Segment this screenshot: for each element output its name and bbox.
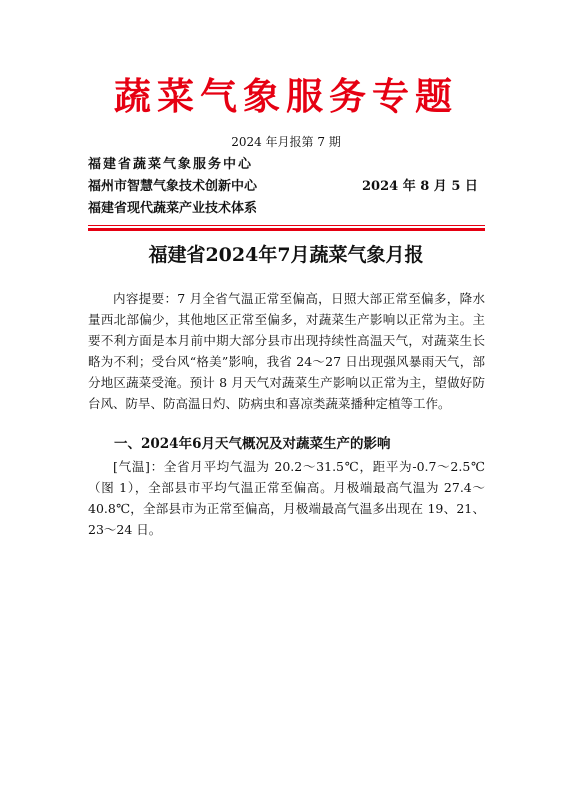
masthead-title: 蔬菜气象服务专题 bbox=[114, 74, 458, 118]
abstract-paragraph: 内容提要：7 月全省气温正常至偏高，日照大部正常至偏多，降水量西北部偏少，其他地区正常至偏多，对蔬菜生产影响以正常为主。主要不利方面是本月前中期大部分县市出现持续性高温天气，对蔬菜生长略为不利；受台风“格美”影响，我省 24～27 日出现强风暴雨天气，部分地区蔬菜受淹。预计 8 月天气对蔬菜生产影响以正常为主，望做好防台风、防旱、防高温日灼、防病虫和喜凉类蔬菜播种定植等工作。 bbox=[88, 291, 485, 411]
section-heading: 一、2024年6月天气概况及对蔬菜生产的影响 bbox=[114, 436, 391, 452]
temperature-paragraph: [气温]：全省月平均气温为 20.2～31.5℃，距平为-0.7～2.5℃（图 1），全部县市平均气温正常至偏高。月极端最高气温为 27.4～40.8℃，全部县市为正常至偏高，月极端最高气温多出现在 19、21、23～24 日。 bbox=[88, 459, 485, 537]
issue-number: 2024 年月报第 7 期 bbox=[231, 135, 341, 149]
report-title: 福建省2024年7月蔬菜气象月报 bbox=[148, 244, 424, 266]
publication-date: 2024 年 8 月 5 日 bbox=[362, 179, 478, 194]
organization-name: 福建省现代蔬菜产业技术体系 bbox=[88, 201, 258, 216]
header-divider-thick bbox=[88, 228, 485, 231]
organization-name: 福州市智慧气象技术创新中心 bbox=[88, 179, 258, 194]
header-divider-thin bbox=[88, 225, 485, 226]
organization-name: 福建省蔬菜气象服务中心 bbox=[88, 157, 254, 172]
